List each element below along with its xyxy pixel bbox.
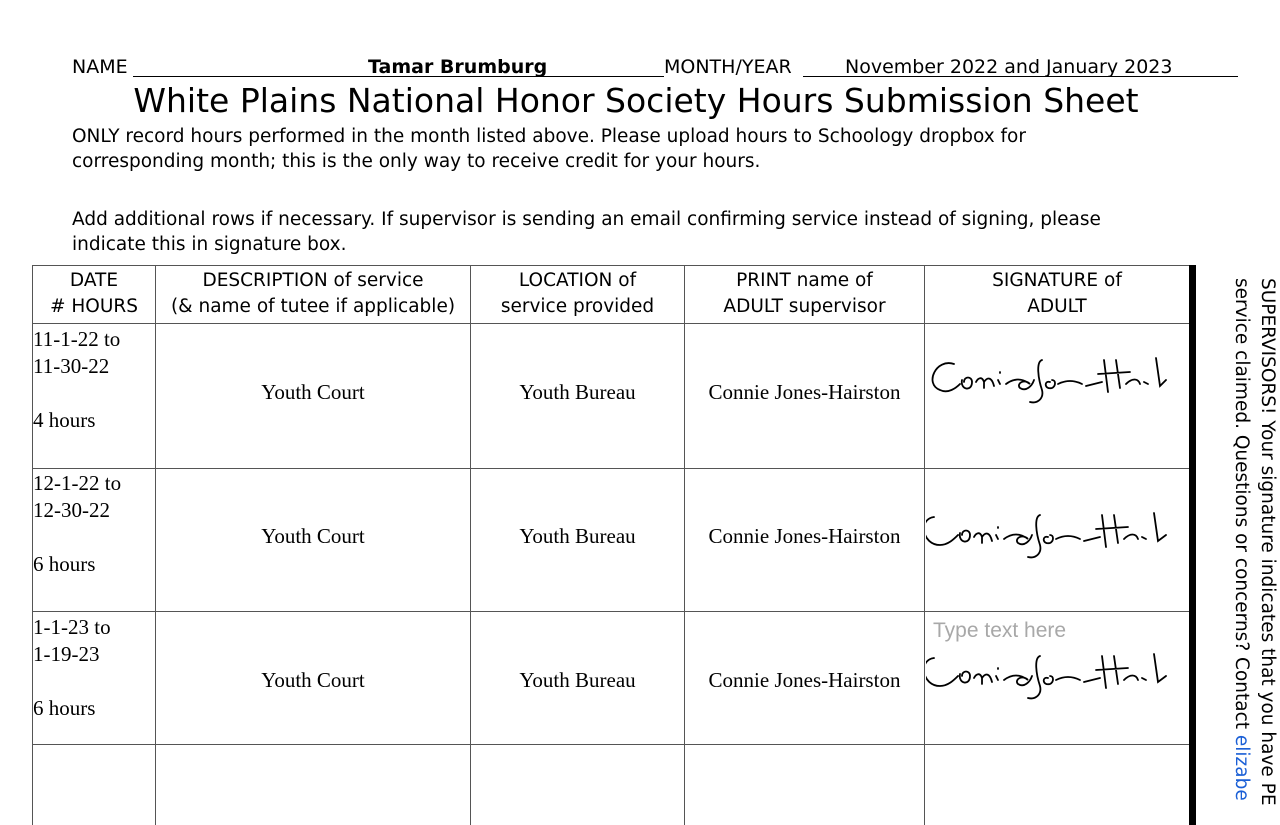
row-3-signature bbox=[926, 646, 1190, 710]
handwritten-signature bbox=[926, 350, 1190, 410]
column-header-location: LOCATION of service provided bbox=[500, 270, 655, 317]
intro-line: Add additional rows if necessary. If supervisor is sending an email confirming service instead of signing, please bbox=[72, 209, 1101, 230]
table-border bbox=[32, 744, 1192, 745]
row-2-description: Youth Court bbox=[261, 524, 365, 548]
side-note-line: service claimed. Questions or concerns? Contact elizabe bbox=[1231, 278, 1252, 801]
intro-line: indicate this in signature box. bbox=[72, 234, 347, 255]
handwritten-signature bbox=[926, 646, 1190, 706]
month-value: November 2022 and January 2023 bbox=[845, 56, 1173, 78]
name-value: Tamar Brumburg bbox=[368, 56, 548, 78]
table-border bbox=[32, 265, 1192, 266]
column-header-signature: SIGNATURE of ADULT bbox=[992, 270, 1122, 317]
row-2-signature bbox=[926, 505, 1190, 569]
row-1-supervisor: Connie Jones-Hairston bbox=[708, 380, 901, 404]
intro-line: ONLY record hours performed in the month listed above. Please upload hours to Schoology dropbox for bbox=[72, 126, 1026, 147]
column-header-date: DATE # HOURS bbox=[50, 270, 138, 317]
row-1-description: Youth Court bbox=[261, 380, 365, 404]
handwritten-signature bbox=[926, 505, 1190, 565]
row-3-date: 1-1-23 to 1-19-23 6 hours bbox=[33, 615, 111, 720]
intro-instructions bbox=[72, 124, 1192, 174]
name-label: NAME bbox=[72, 56, 128, 78]
table-border bbox=[32, 611, 1192, 612]
intro-line: corresponding month; this is the only way to receive credit for your hours. bbox=[72, 151, 761, 172]
intro-additional-rows bbox=[72, 207, 1192, 257]
side-divider bbox=[1189, 265, 1196, 825]
table-border bbox=[924, 265, 925, 825]
month-label: MONTH/YEAR bbox=[664, 56, 792, 78]
row-3-supervisor: Connie Jones-Hairston bbox=[708, 668, 901, 692]
column-header-description: DESCRIPTION of service (& name of tutee if applicable) bbox=[170, 270, 456, 317]
header-line bbox=[72, 54, 1240, 80]
table-border bbox=[32, 468, 1192, 469]
row-1-location: Youth Bureau bbox=[519, 380, 636, 404]
row-1-date: 11-1-22 to 11-30-22 4 hours bbox=[33, 327, 121, 432]
row-2-date: 12-1-22 to 12-30-22 6 hours bbox=[33, 471, 122, 576]
row-1-signature bbox=[926, 350, 1190, 414]
column-header-supervisor: PRINT name of ADULT supervisor bbox=[723, 270, 886, 317]
signature-text-placeholder[interactable]: Type text here bbox=[933, 619, 1067, 642]
side-note-line: SUPERVISORS! Your signature indicates that you have PE bbox=[1257, 278, 1278, 806]
contact-email-link[interactable]: elizabe bbox=[1231, 734, 1252, 801]
page-title: White Plains National Honor Society Hours Submission Sheet bbox=[133, 81, 1139, 120]
row-3-location: Youth Bureau bbox=[519, 668, 636, 692]
supervisor-side-note bbox=[1200, 278, 1280, 818]
row-2-supervisor: Connie Jones-Hairston bbox=[708, 524, 901, 548]
row-2-location: Youth Bureau bbox=[519, 524, 636, 548]
row-3-description: Youth Court bbox=[261, 668, 365, 692]
